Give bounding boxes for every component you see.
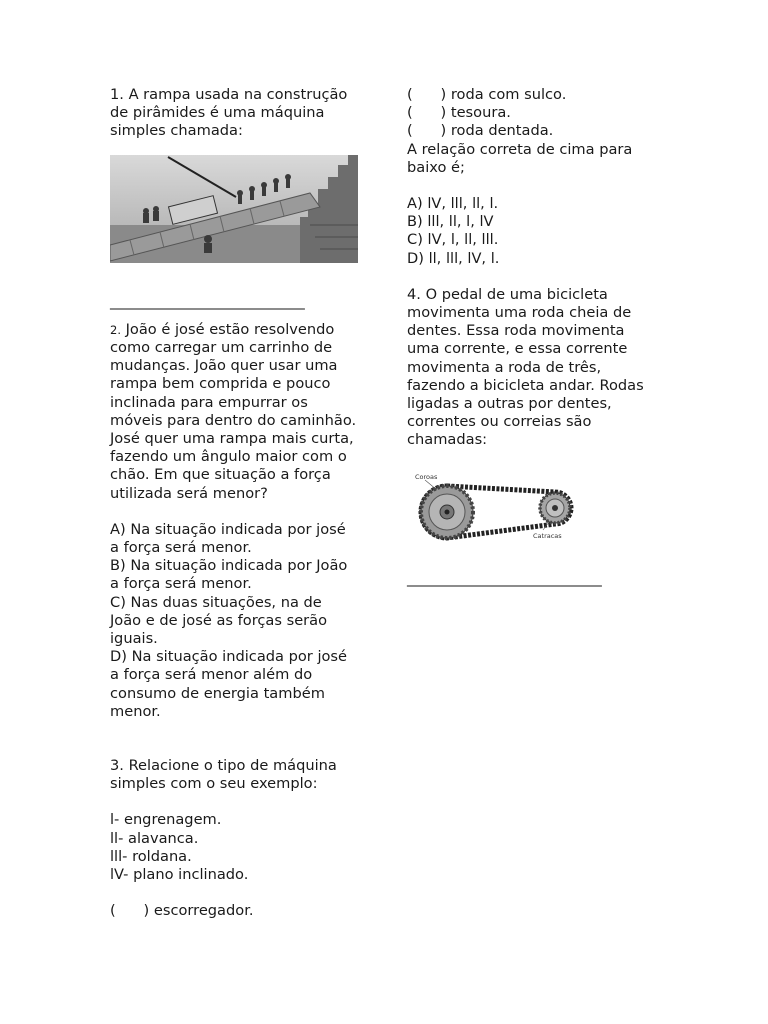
q2-line: José quer uma rampa mais curta, xyxy=(110,430,354,448)
gear-chain-illustration xyxy=(407,472,579,550)
q2-line: como carregar um carrinho de xyxy=(110,339,333,357)
q3-example: ( ) roda com sulco. xyxy=(407,86,567,103)
q1-line: 1. A rampa usada na construção xyxy=(110,86,348,103)
front-gear-icon xyxy=(421,486,473,538)
q2-line: mudanças. João quer usar uma xyxy=(110,357,338,375)
q4-line: dentes. Essa roda movimenta xyxy=(407,322,625,340)
q3-machine: ll- alavanca. xyxy=(110,829,199,847)
q3-option-a: A) lV, lll, ll, l. xyxy=(407,195,499,213)
q3-example: ( ) escorregador. xyxy=(110,902,254,920)
q3-prompt: A relação correta de cima para xyxy=(407,140,633,158)
q3-example: ( ) tesoura. xyxy=(407,104,511,122)
q4-line: movimenta a roda de três, xyxy=(407,358,602,376)
q2-line: inclinada para empurrar os xyxy=(110,393,308,411)
q3-line: 3. Relacione o tipo de máquina xyxy=(110,757,337,775)
q3-example: ( ) roda dentada. xyxy=(407,122,554,140)
q2-line: móveis para dentro do caminhão. xyxy=(110,411,357,429)
q1-answer-line: _____________________________ xyxy=(110,292,305,310)
q2-option-c: C) Nas duas situações, na de xyxy=(110,593,322,611)
q2-line: fazendo um ângulo maior com o xyxy=(110,448,347,466)
q2-option-c: iguais. xyxy=(110,630,158,648)
q3-machine: lV- plano inclinado. xyxy=(110,866,249,884)
q1-line: simples chamada: xyxy=(110,122,243,140)
q2-option-d: D) Na situação indicada por josé xyxy=(110,648,348,666)
q4-line: ligadas a outras por dentes, xyxy=(407,395,612,413)
q4-line: fazendo a bicicleta andar. Rodas xyxy=(407,376,644,394)
question-2 xyxy=(110,321,372,721)
q3-line: simples com o seu exemplo: xyxy=(110,775,318,793)
right-column xyxy=(407,86,667,588)
q2-line: chão. Em que situação a força xyxy=(110,466,331,484)
q2-line: utilizada será menor? xyxy=(110,484,268,502)
q3-machine: lll- roldana. xyxy=(110,847,192,865)
q4-line: movimenta uma roda cheia de xyxy=(407,304,632,322)
front-gear-label: Coroas xyxy=(415,472,438,481)
q2-option-b: B) Na situação indicada por João xyxy=(110,557,348,575)
q2-option-c: João e de josé as forças serão xyxy=(110,611,328,629)
q1-line: de pirâmides é uma máquina xyxy=(110,104,325,122)
q4-line: 4. O pedal de uma bicicleta xyxy=(407,285,608,303)
q2-option-d: menor. xyxy=(110,702,161,720)
q2-line: rampa bem comprida e pouco xyxy=(110,375,331,393)
q4-answer-line: _____________________________ xyxy=(407,569,602,587)
q3-option-d: D) ll, lll, lV, l. xyxy=(407,249,500,267)
q3-machine: l- engrenagem. xyxy=(110,811,222,829)
question-1 xyxy=(110,86,372,311)
q2-option-b: a força será menor. xyxy=(110,575,252,593)
q3-option-b: B) lll, ll, l, lV xyxy=(407,213,494,231)
q2-option-d: a força será menor além do xyxy=(110,666,313,684)
rear-gear-label: Catracas xyxy=(533,531,562,540)
q3-option-c: C) lV, l, ll, lll. xyxy=(407,231,499,249)
q4-line: uma corrente, e essa corrente xyxy=(407,340,628,358)
pyramid-ramp-illustration xyxy=(110,155,358,263)
rear-gear-icon xyxy=(540,493,570,523)
q2-option-d: consumo de energia também xyxy=(110,684,325,702)
left-column xyxy=(110,86,372,921)
q4-line: correntes ou correias são xyxy=(407,413,592,431)
question-3-continued xyxy=(407,86,667,268)
q2-option-a: a força será menor. xyxy=(110,539,252,557)
q2-option-a: A) Na situação indicada por josé xyxy=(110,520,346,538)
q2-number: 2. xyxy=(110,322,121,337)
question-3 xyxy=(110,757,372,920)
q3-prompt: baixo é; xyxy=(407,158,465,176)
question-4 xyxy=(407,286,667,588)
q4-line: chamadas: xyxy=(407,431,488,449)
q2-first-line: João é josé estão resolvendo xyxy=(120,320,335,338)
